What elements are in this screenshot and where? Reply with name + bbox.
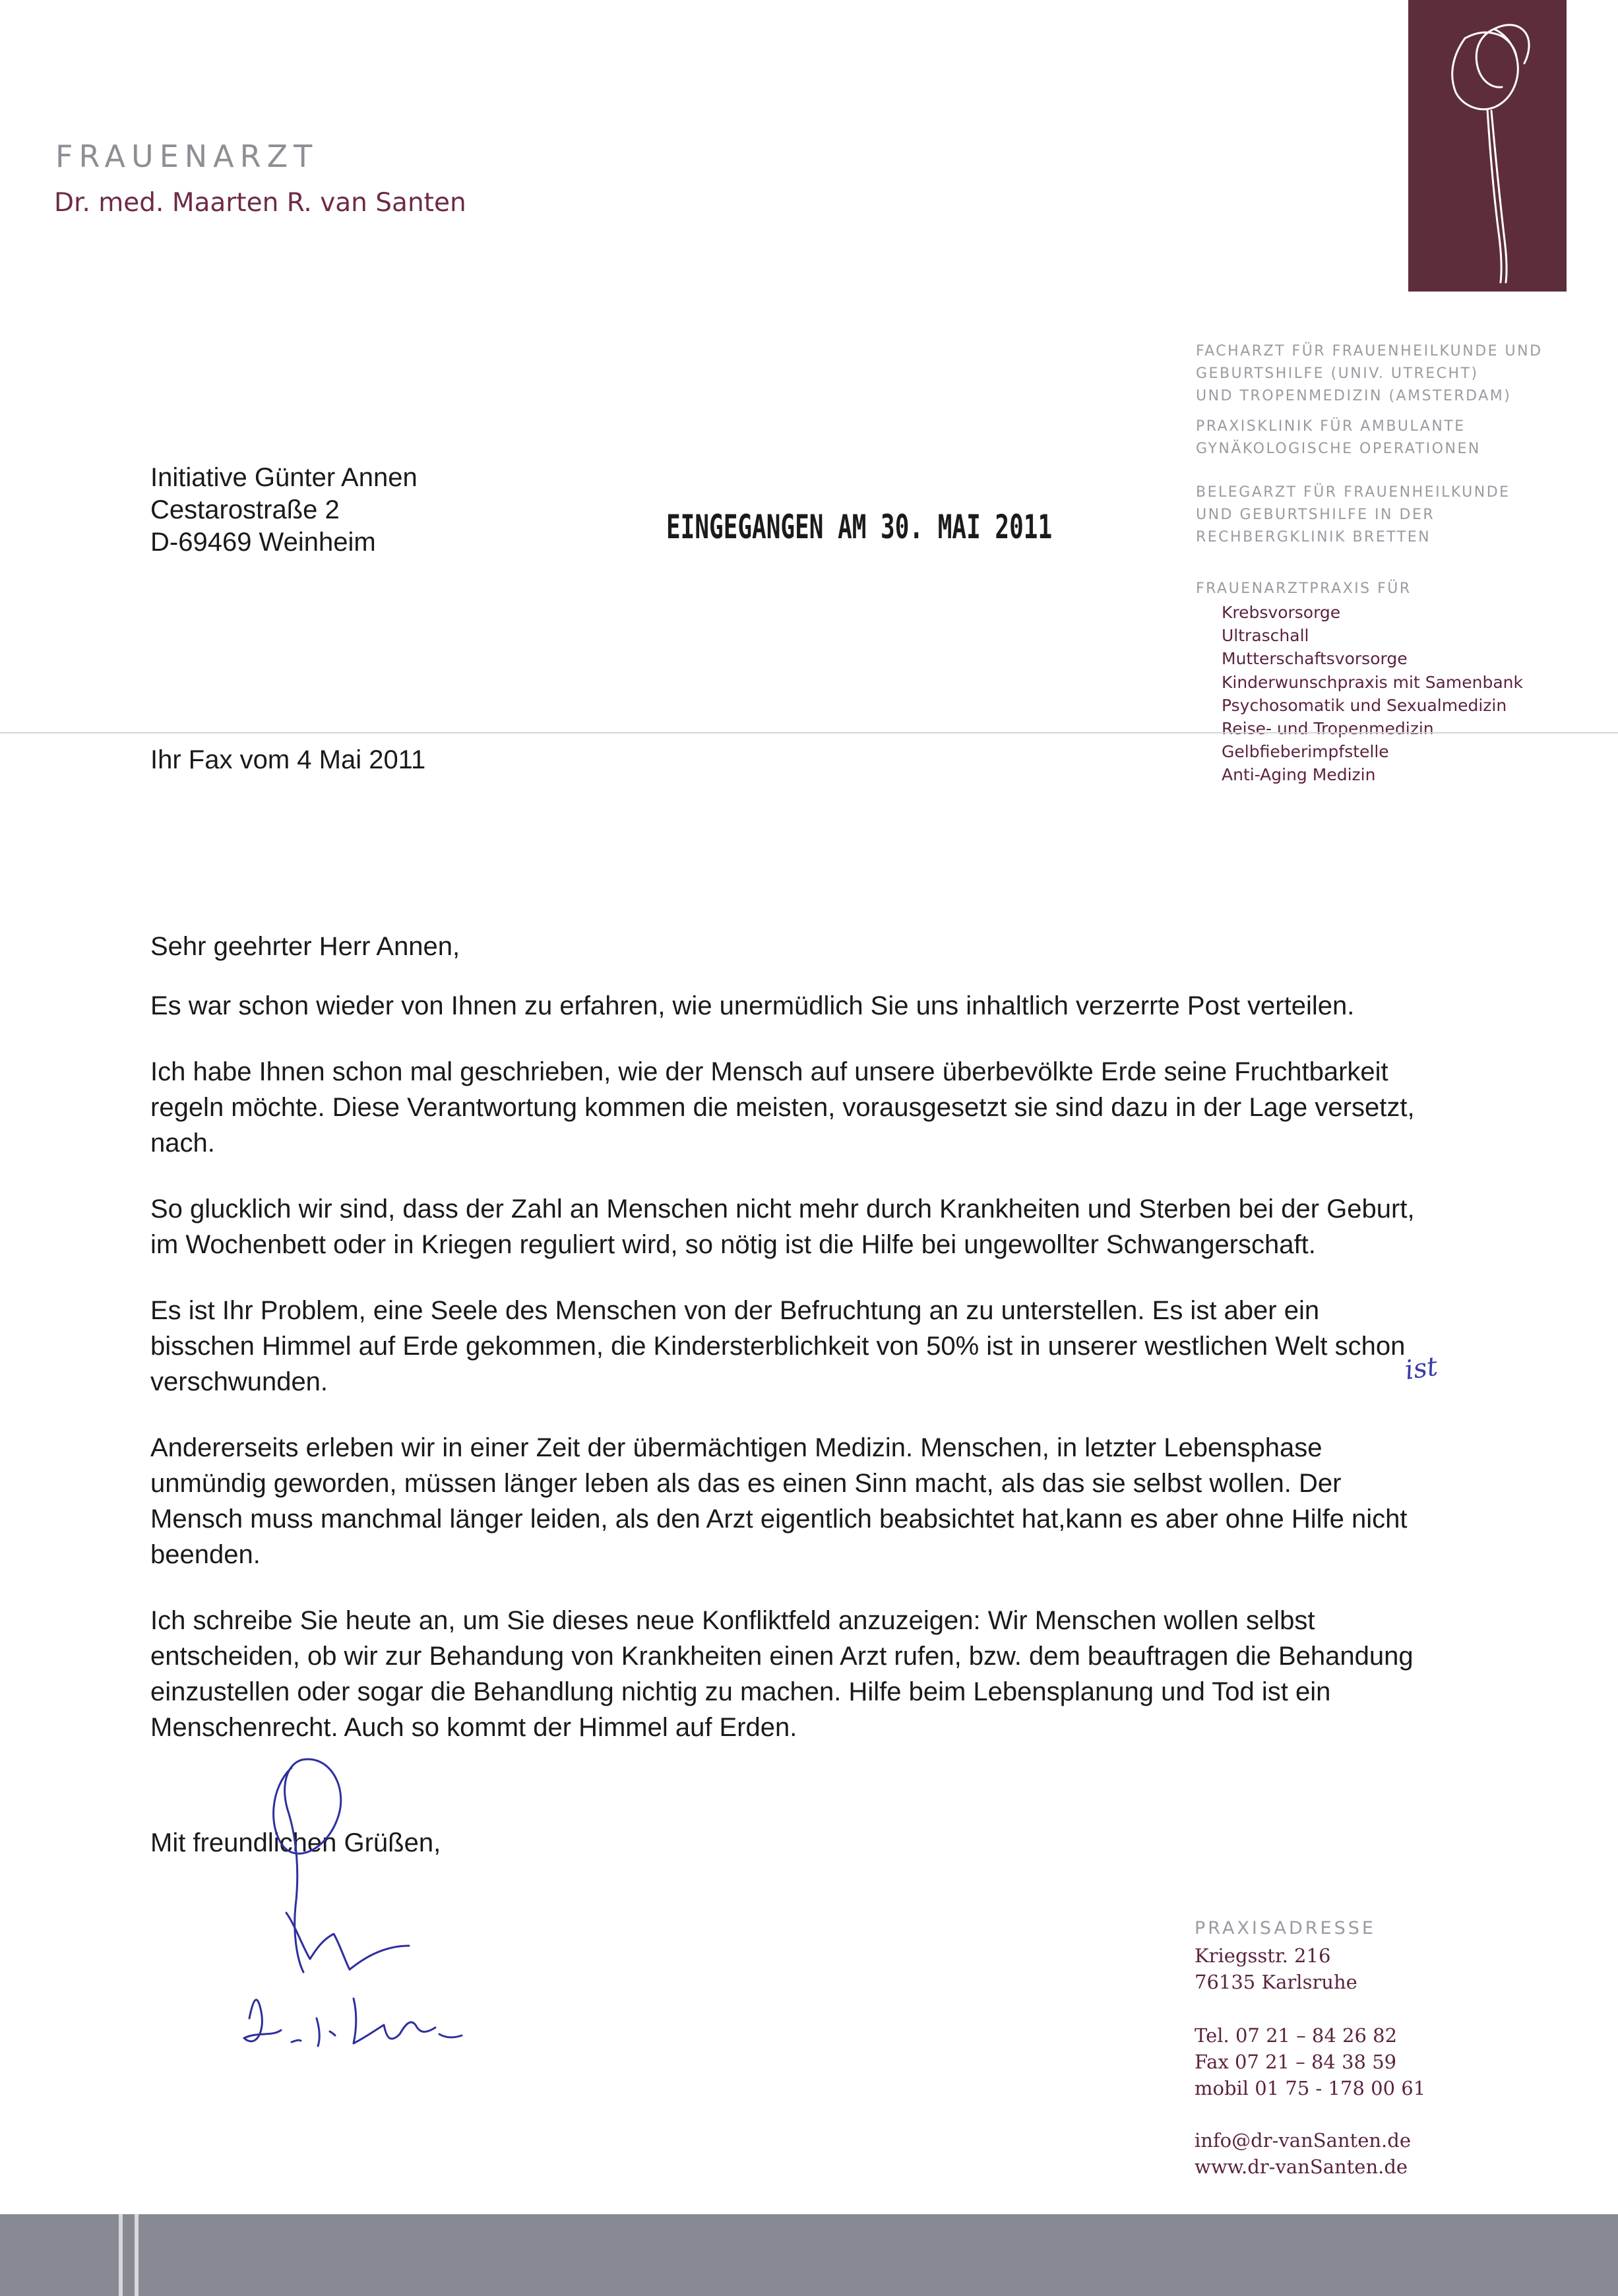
footer-bar <box>0 2214 1618 2296</box>
tulip-logo <box>1408 0 1567 292</box>
service-item: Gelbfieberimpfstelle <box>1222 742 1389 762</box>
stamp-label: EINGEGANGEN AM <box>666 508 867 546</box>
letterhead-title: FRAUENARZT <box>55 139 319 174</box>
qualification-line: PRAXISKLINIK FÜR AMBULANTE <box>1196 418 1466 435</box>
recipient-address <box>150 462 418 559</box>
closing: Mit freundlichen Grüßen, <box>150 1828 441 1857</box>
footer-stripe <box>135 2214 139 2296</box>
fax-line: Fax 07 21 – 84 38 59 <box>1195 2051 1397 2073</box>
qualification-line: UND GEBURTSHILFE IN DER <box>1196 507 1435 523</box>
body-paragraph: Es war schon wieder von Ihnen zu erfahren, wie unermüdlich Sie uns inhaltlich verzerrte Post verteilen. <box>150 991 1355 1020</box>
service-item: Ultraschall <box>1222 626 1309 646</box>
address-line: 76135 Karlsruhe <box>1195 1971 1357 1993</box>
body-paragraph: Es ist Ihr Problem, eine Seele des Menschen von der Befruchtung an zu unterstellen. Es ist aber ein bisschen Himmel auf Erde gekommen, die Kindersterblichkeit von 50% ist in unserer westlichen Welt schon verschwunden. <box>150 1296 1406 1396</box>
handwritten-signature <box>218 1748 561 2064</box>
recipient-line: Initiative Günter Annen <box>150 463 418 492</box>
letter-body <box>150 929 1417 1776</box>
received-stamp <box>666 508 1067 546</box>
qualification-block-1 <box>1196 340 1565 408</box>
qualification-line: RECHBERGKLINIK BRETTEN <box>1196 529 1431 545</box>
mobile-line: mobil 01 75 - 178 00 61 <box>1195 2077 1426 2099</box>
practice-address <box>1195 1942 1357 1995</box>
body-paragraph: Ich habe Ihnen schon mal geschrieben, wie der Mensch auf unsere überbevölkte Erde seine Fruchtbarkeit regeln möchte. Diese Verantwortung kommen die meisten, vorausgesetzt sie sind dazu in der Lage versetzt, nach. <box>150 1057 1415 1158</box>
email-link[interactable]: info@dr-vanSanten.de <box>1195 2129 1411 2152</box>
services-header <box>1196 578 1565 600</box>
address-line: Kriegsstr. 216 <box>1195 1944 1331 1967</box>
body-paragraph: Andererseits erleben wir in einer Zeit der übermächtigen Medizin. Menschen, in letzter Lebensphase unmündig geworden, müssen länger leben als das es einen Sinn macht, als das sie selbst wollen. Der Mensch muss manchmal länger leiden, als den Arzt eigentlich beabsichtet hat,kann es aber ohne Hilfe nicht beenden. <box>150 1433 1408 1569</box>
service-item: Reise- und Tropenmedizin <box>1222 719 1434 739</box>
tulip-icon <box>1408 0 1567 292</box>
service-item: Psychosomatik und Sexualmedizin <box>1222 695 1507 715</box>
practice-address-label: PRAXISADRESSE <box>1195 1918 1376 1939</box>
web-contact <box>1195 2127 1411 2180</box>
recipient-line: Cestarostraße 2 <box>150 495 340 524</box>
qualification-line: FACHARZT FÜR FRAUENHEILKUNDE UND <box>1196 343 1543 359</box>
qualification-line: GEBURTSHILFE (UNIV. UTRECHT) <box>1196 365 1479 382</box>
salutation: Sehr geehrter Herr Annen, <box>150 932 460 961</box>
reference-line: Ihr Fax vom 4 Mai 2011 <box>150 745 426 774</box>
fold-line <box>0 732 1618 733</box>
qualification-line: GYNÄKOLOGISCHE OPERATIONEN <box>1196 441 1481 457</box>
phone-numbers <box>1195 2022 1425 2101</box>
service-item: Krebsvorsorge <box>1222 603 1341 622</box>
body-paragraph: So glucklich wir sind, dass der Zahl an Menschen nicht mehr durch Krankheiten und Sterben bei der Geburt, im Wochenbett oder in Kriegen reguliert wird, so nötig ist die Hilfe bei ungewollter Schwangerschaft. <box>150 1195 1415 1259</box>
service-item: Mutterschaftsvorsorge <box>1222 649 1408 669</box>
footer-stripe <box>119 2214 123 2296</box>
recipient-line: D-69469 Weinheim <box>150 528 376 557</box>
services-header-text: FRAUENARZTPRAXIS FÜR <box>1196 580 1412 597</box>
stamp-date: 30. MAI 2011 <box>881 508 1053 546</box>
qualification-line: UND TROPENMEDIZIN (AMSTERDAM) <box>1196 388 1512 404</box>
website-link[interactable]: www.dr-vanSanten.de <box>1195 2156 1408 2178</box>
qualification-block-3 <box>1196 481 1565 549</box>
qualification-block-2 <box>1196 416 1565 460</box>
service-item: Kinderwunschpraxis mit Samenbank <box>1222 672 1523 692</box>
body-paragraph: Ich schreibe Sie heute an, um Sie dieses neue Konfliktfeld anzuzeigen: Wir Menschen wollen selbst entscheiden, ob wir zur Behandung von Krankheiten einen Arzt rufen, bzw. dem beauftragen die Behandung einzustellen oder sogar die Behandlung nichtig zu machen. Hilfe beim Lebensplanung und Tod ist ein Menschenrecht. Auch so kommt der Himmel auf Erden. <box>150 1606 1414 1742</box>
services-list <box>1222 601 1523 787</box>
doctor-name: Dr. med. Maarten R. van Santen <box>54 188 466 218</box>
handwritten-correction: ist <box>1403 1351 1440 1386</box>
service-item: Anti-Aging Medizin <box>1222 765 1376 785</box>
phone-line: Tel. 07 21 – 84 26 82 <box>1195 2024 1398 2047</box>
qualification-line: BELEGARZT FÜR FRAUENHEILKUNDE <box>1196 484 1510 501</box>
